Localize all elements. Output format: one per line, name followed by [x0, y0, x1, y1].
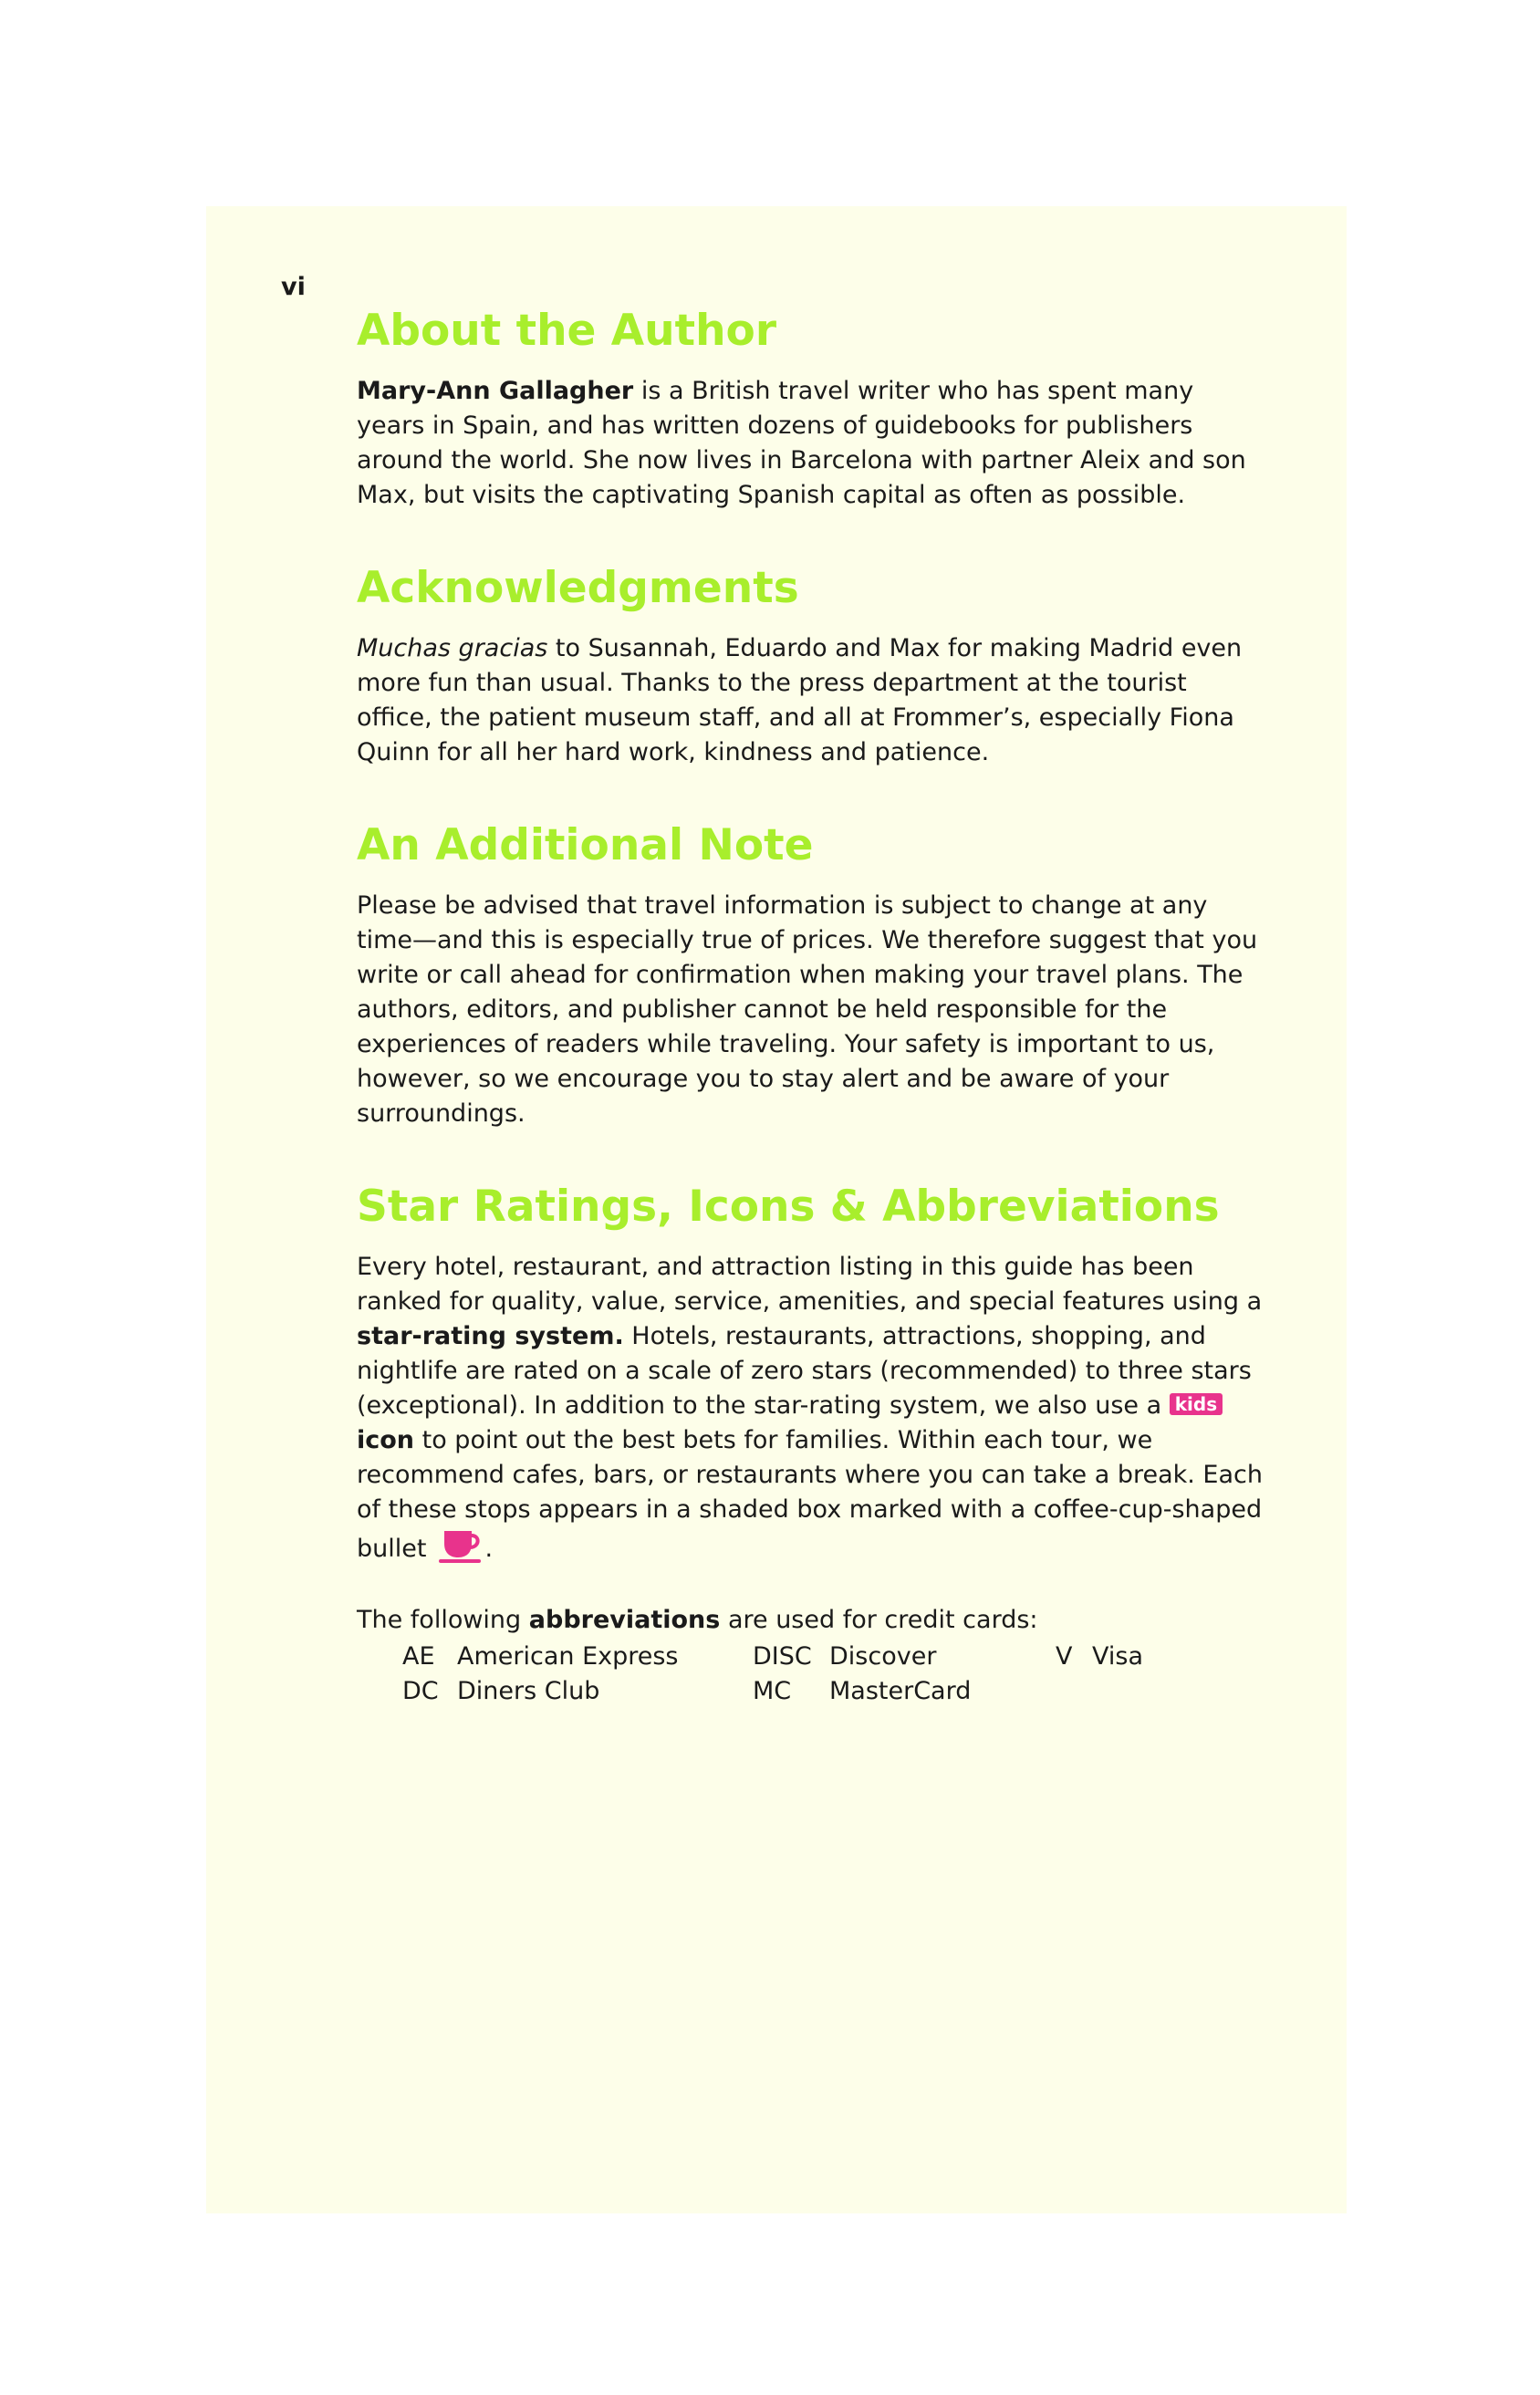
about-section [357, 299, 1269, 513]
coffee-cup-icon [437, 1527, 484, 1564]
acknowledgments-paragraph [357, 631, 1269, 770]
ratings-paragraph [357, 1250, 1269, 1567]
abbreviation-name: American Express [457, 1642, 679, 1671]
ratings-section [357, 1175, 1269, 1567]
about-body: is a British travel writer who has spent many years in Spain, and has written dozens of guidebooks for publishers around the world. She now lives in Barcelona with partner Aleix and son Max, but visits the captivating Spanish capital as often as possible. [357, 377, 1246, 509]
ratings-text-3: to point out the best bets for families. Within each tour, we recommend cafes, bars, or restaurants where you can take a break. Each of these stops appears in a shaded box marked with a coffee-cup-shaped bullet [357, 1426, 1263, 1563]
acknowledgments-body: to Susannah, Eduardo and Max for making Madrid even more fun than usual. Thanks to the press department at the tourist office, the patient museum staff, and all at Frommer’s, especially Fiona Quinn for all her hard work, kindness and patience. [357, 634, 1243, 766]
abbreviations-section [357, 1603, 1269, 1709]
star-rating-term: star-rating system. [357, 1322, 624, 1350]
note-heading: An Additional Note [357, 820, 814, 870]
kids-badge-icon: kids [1170, 1393, 1223, 1415]
abbreviation-code [1056, 1674, 1092, 1709]
ratings-text-1: Every hotel, restaurant, and attraction listing in this guide has been ranked for quality, value, service, amenities, and special features using a [357, 1253, 1263, 1316]
ratings-text-end: . [484, 1535, 494, 1563]
note-section [357, 814, 1269, 1131]
icon-term: icon [357, 1426, 415, 1454]
abbreviation-code: DC [402, 1677, 439, 1705]
abbreviations-term: abbreviations [528, 1606, 721, 1634]
about-heading: About the Author [357, 306, 776, 356]
abbreviation-row [402, 1640, 1269, 1674]
page-content [357, 299, 1269, 1709]
abbreviation-name: Visa [1092, 1642, 1143, 1671]
note-paragraph: Please be advised that travel information is subject to change at any time—and this is especially true of prices. We therefore suggest that you write or call ahead for confirmation when making your travel plans. The authors, editors, and publisher cannot be held responsible for the experiences of readers while traveling. Your safety is important to us, however, so we encourage you to stay alert and be aware of your surroundings. [357, 891, 1258, 1128]
abbreviation-code: AE [402, 1642, 435, 1671]
author-name: Mary-Ann Gallagher [357, 377, 634, 405]
acknowledgments-lead: Muchas gracias [357, 634, 548, 662]
abbreviation-row [402, 1674, 1269, 1709]
abbreviations-intro-1: The following [357, 1606, 529, 1634]
abbreviations-intro [357, 1603, 1269, 1638]
abbreviations-table [402, 1640, 1269, 1709]
abbreviation-code: DISC [753, 1642, 812, 1671]
about-paragraph [357, 374, 1269, 513]
ratings-text-2: Hotels, restaurants, attractions, shopping, and nightlife are rated on a scale of zero stars (recommended) to three stars (exceptional). In addition to the star-rating system, we also use a [357, 1322, 1252, 1420]
acknowledgments-section [357, 557, 1269, 770]
abbreviation-name: MasterCard [829, 1677, 972, 1705]
abbreviation-code: MC [753, 1677, 792, 1705]
abbreviation-name: Diners Club [457, 1677, 600, 1705]
page-number: vi [281, 273, 306, 301]
abbreviation-code: V [1056, 1642, 1073, 1671]
acknowledgments-heading: Acknowledgments [357, 563, 799, 613]
abbreviation-name: Discover [829, 1642, 937, 1671]
ratings-heading: Star Ratings, Icons & Abbreviations [357, 1182, 1220, 1232]
abbreviations-intro-2: are used for credit cards: [720, 1606, 1038, 1634]
